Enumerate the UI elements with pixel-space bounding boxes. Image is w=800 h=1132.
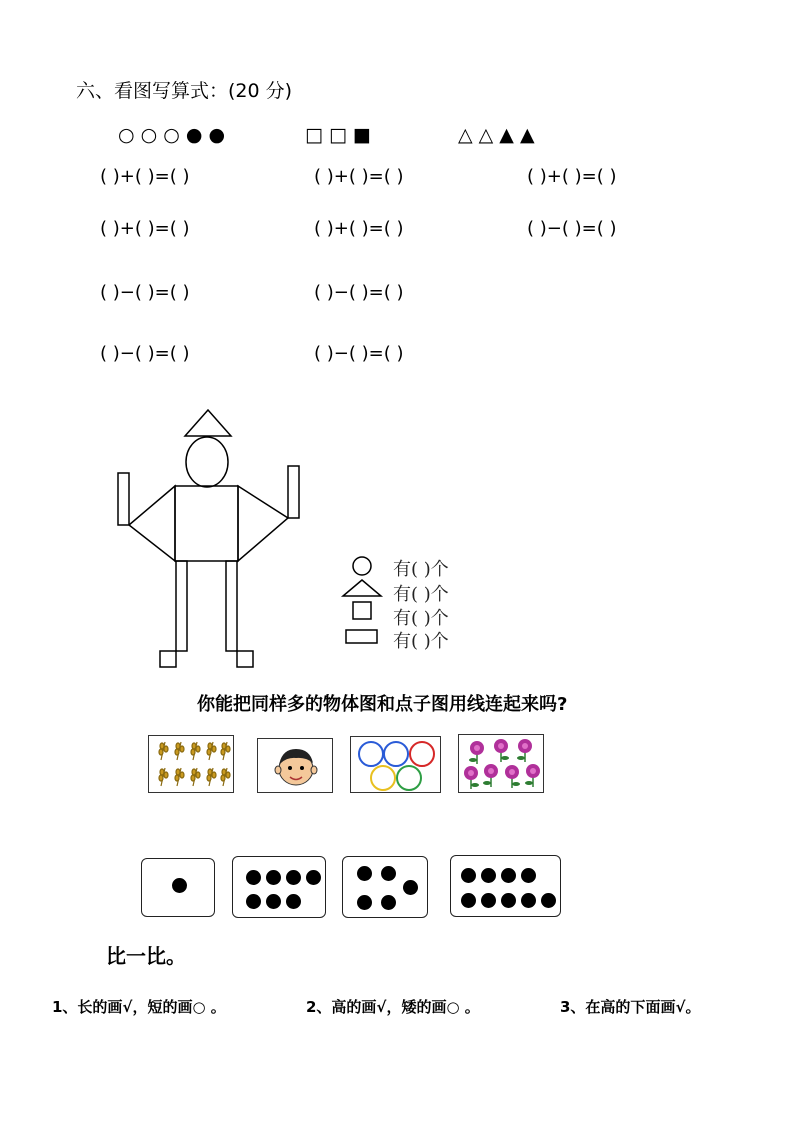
count-blank[interactable]: ( ): [411, 631, 431, 652]
compare-item-3: 3、在高的下面画√。: [560, 998, 701, 1016]
dot-card-7[interactable]: [232, 856, 326, 918]
equation-blank[interactable]: ( )+( )=( ): [100, 166, 190, 187]
equation-blank[interactable]: ( )−( )=( ): [314, 343, 404, 364]
dot-card-5[interactable]: [342, 856, 428, 918]
robot-left-arm-triangle: [129, 486, 175, 561]
dot: [266, 870, 281, 885]
legend-rectangle-icon: [346, 630, 377, 643]
count-row-square: 有( )个: [393, 608, 449, 629]
matching-question: 你能把同样多的物体图和点子图用线连起来吗?: [197, 694, 568, 715]
boy-face-icon: [258, 739, 334, 794]
robot-left-hand-rect: [118, 473, 129, 525]
robot-right-foot-square: [237, 651, 253, 667]
dot: [266, 894, 281, 909]
equation-blank[interactable]: ( )−( )=( ): [527, 218, 617, 239]
dot: [381, 866, 396, 881]
robot-right-hand-rect: [288, 466, 299, 518]
dot: [286, 870, 301, 885]
robot-right-leg-rect: [226, 561, 237, 651]
square-group: □ □ ■: [305, 124, 371, 146]
robot-left-foot-square: [160, 651, 176, 667]
compare-item-1: 1、长的画√，短的画○ 。: [52, 998, 226, 1016]
equation-blank[interactable]: ( )−( )=( ): [100, 282, 190, 303]
dot: [246, 870, 261, 885]
dot: [461, 893, 476, 908]
legend-square-icon: [353, 602, 371, 619]
legend-triangle-icon: [343, 580, 381, 596]
equation-blank[interactable]: ( )+( )=( ): [314, 218, 404, 239]
count-blank[interactable]: ( ): [411, 584, 431, 605]
boy-card[interactable]: [257, 738, 333, 793]
count-blank[interactable]: ( ): [411, 608, 431, 629]
dot: [306, 870, 321, 885]
equation-blank[interactable]: ( )−( )=( ): [314, 282, 404, 303]
dot-card-9[interactable]: [450, 855, 561, 917]
equation-blank[interactable]: ( )−( )=( ): [100, 343, 190, 364]
dot: [246, 894, 261, 909]
equation-blank[interactable]: ( )+( )=( ): [527, 166, 617, 187]
compare-item-2: 2、高的画√，矮的画○ 。: [306, 998, 480, 1016]
dot: [286, 894, 301, 909]
dot: [381, 895, 396, 910]
legend-circle-icon: [353, 557, 371, 575]
dot: [461, 868, 476, 883]
robot-right-arm-triangle: [238, 486, 288, 561]
dot: [501, 868, 516, 883]
dot: [357, 895, 372, 910]
flowers-icon: [459, 735, 545, 794]
section-title: 六、看图写算式：(20 分): [76, 80, 293, 102]
wheat-icon: [149, 736, 235, 794]
dot: [481, 868, 496, 883]
equation-blank[interactable]: ( )+( )=( ): [314, 166, 404, 187]
dot: [357, 866, 372, 881]
count-row-circle: 有( )个: [393, 559, 449, 580]
robot-head-circle: [186, 437, 228, 487]
wheat-card[interactable]: [148, 735, 234, 793]
dot: [172, 878, 187, 893]
count-row-triangle: 有( )个: [393, 584, 449, 605]
robot-body-square: [175, 486, 238, 561]
dot: [541, 893, 556, 908]
equation-blank[interactable]: ( )+( )=( ): [100, 218, 190, 239]
dot: [481, 893, 496, 908]
rings-icon: [351, 737, 442, 794]
robot-left-leg-rect: [176, 561, 187, 651]
dot: [403, 880, 418, 895]
flowers-card[interactable]: [458, 734, 544, 793]
dot: [521, 868, 536, 883]
count-row-rectangle: 有( )个: [393, 631, 449, 652]
dot: [501, 893, 516, 908]
robot-hat-triangle: [185, 410, 231, 436]
rings-card[interactable]: [350, 736, 441, 793]
dot-card-1[interactable]: [141, 858, 215, 917]
dot: [521, 893, 536, 908]
count-blank[interactable]: ( ): [411, 559, 431, 580]
compare-title: 比一比。: [106, 944, 186, 968]
circle-group: ○ ○ ○ ● ●: [118, 124, 226, 146]
triangle-group: △ △ ▲ ▲: [458, 124, 535, 146]
